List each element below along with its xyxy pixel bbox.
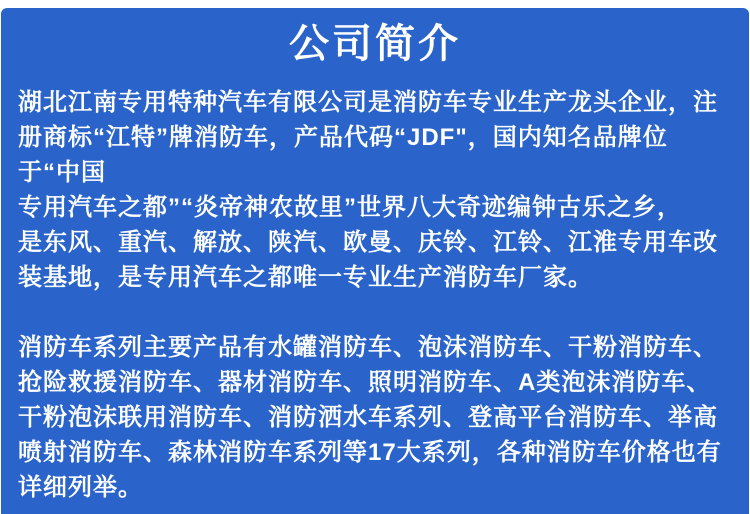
text-line: 抢险救援消防车、器材消防车、照明消防车、A类泡沫消防车、 xyxy=(18,369,712,396)
text-line: 湖北江南专用特种汽车有限公司是消防车专业生产龙头企业，注 xyxy=(18,89,718,116)
text-line: 喷射消防车、森林消防车系列等17大系列，各种消防车价格也有 xyxy=(18,439,722,466)
text-line: 消防车系列主要产品有水罐消防车、泡沫消防车、干粉消防车、 xyxy=(18,334,718,361)
text-line: 装基地，是专用汽车之都唯一专业生产消防车厂家。 xyxy=(18,264,593,291)
page-title: 公司简介 xyxy=(289,22,461,66)
text-line: 专用汽车之都”“炎帝神农故里”世界八大奇迹编钟古乐之乡， xyxy=(18,194,682,221)
text-line: 册商标“江特”牌消防车，产品代码“JDF"，国内知名品牌位 xyxy=(18,124,668,151)
text-line: 详细列举。 xyxy=(18,474,143,501)
paragraph-company-overview xyxy=(18,85,733,295)
text-line: 是东风、重汽、解放、陕汽、欧曼、庆铃、江铃、江淮专用车改 xyxy=(18,229,718,256)
paragraph-product-series xyxy=(18,330,733,505)
text-line: 于“中国 xyxy=(18,159,106,186)
intro-text xyxy=(1,85,749,505)
text-line: 干粉泡沫联用消防车、消防洒水车系列、登高平台消防车、举高 xyxy=(18,404,718,431)
company-intro-panel xyxy=(1,8,749,514)
